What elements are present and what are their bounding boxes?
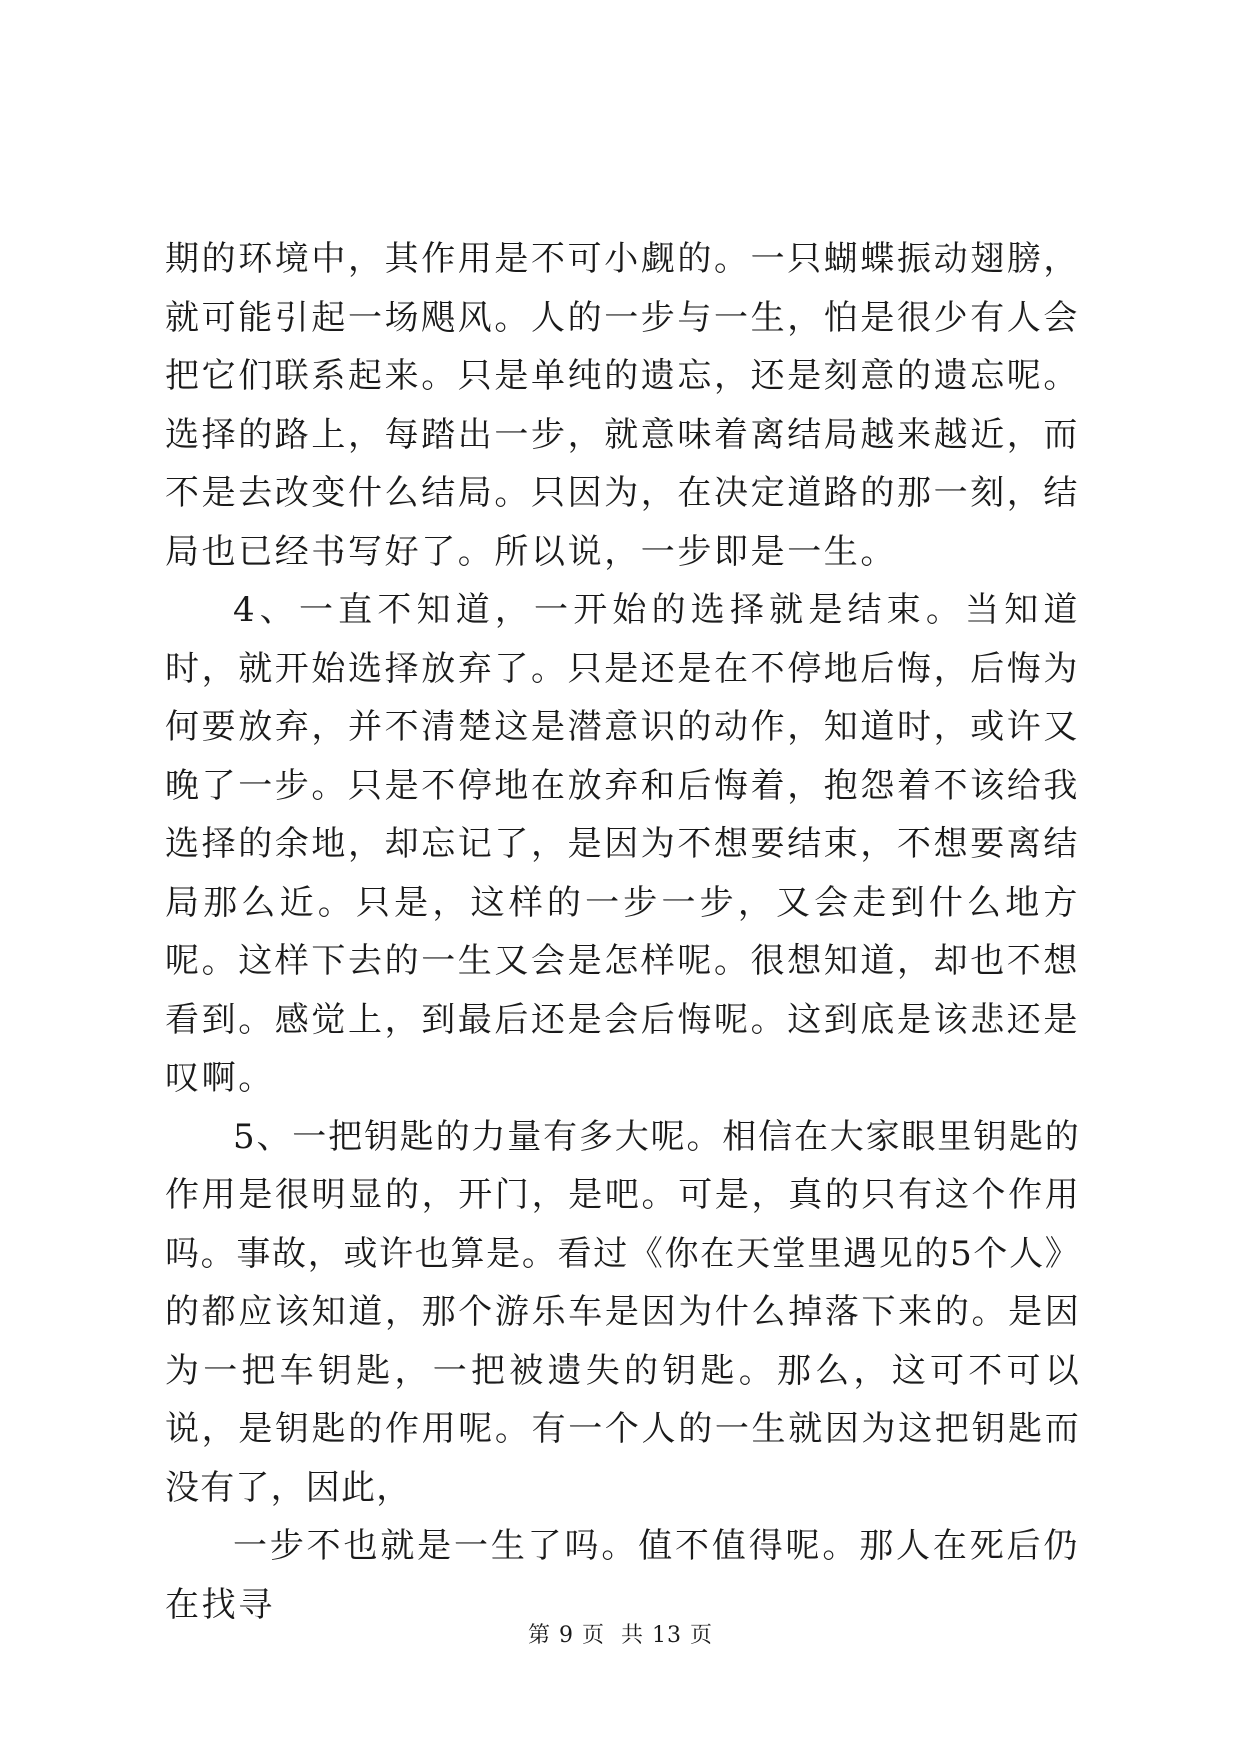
page-number-label: 第 9 页 共 13 页 <box>528 1623 713 1648</box>
paragraph-last: 一步不也就是一生了吗。值不值得呢。那人在死后仍在找寻 <box>165 1526 1080 1625</box>
paragraph-4: 4、一直不知道，一开始的选择就是结束。当知道时，就开始选择放弃了。只是还是在不停地后悔，后悔为何要放弃，并不清楚这是潜意识的动作，知道时，或许又晚了一步。只是不停地在放弃和后悔着，抱怨着不该给我选择的余地，却忘记了，是因为不想要结束，不想要离结局那么近。只是，这样的一步一步，又会走到什么地方呢。这样下去的一生又会是怎样呢。很想知道，却也不想看到。感觉上，到最后还是会后悔呢。这到底是该悲还是叹啊。 <box>165 590 1080 1098</box>
paragraph-5: 5、一把钥匙的力量有多大呢。相信在大家眼里钥匙的作用是很明显的，开门，是吧。可是，真的只有这个作用吗。事故，或许也算是。看过《你在天堂里遇见的5个人》的都应该知道，那个游乐车是因为什么掉落下来的。是因为一把车钥匙，一把被遗失的钥匙。那么，这可不可以说，是钥匙的作用呢。有一个人的一生就因为这把钥匙而没有了，因此， <box>165 1116 1080 1508</box>
paragraph-continued: 期的环境中，其作用是不可小觑的。一只蝴蝶振动翅膀，就可能引起一场飓风。人的一步与一生，怕是很少有人会把它们联系起来。只是单纯的遗忘，还是刻意的遗忘呢。选择的路上，每踏出一步，就意味着离结局越来越近，而不是去改变什么结局。只因为，在决定道路的那一刻，结局也已经书写好了。所以说，一步即是一生。 <box>165 239 1080 572</box>
document-body <box>165 230 1080 1634</box>
page-footer <box>0 1618 1241 1649</box>
